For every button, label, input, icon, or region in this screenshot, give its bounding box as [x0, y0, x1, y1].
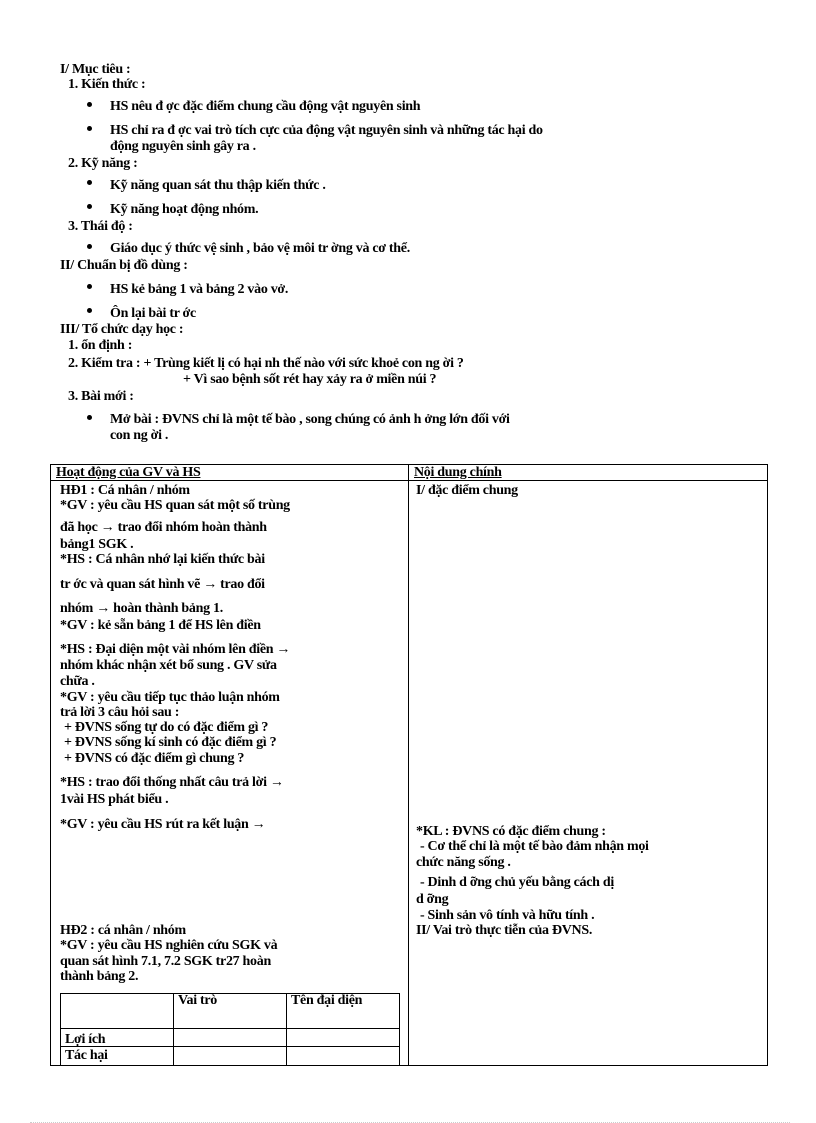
check-question-2: + Vì sao bệnh sốt rét hay xảy ra ở miền núi ?	[183, 372, 437, 387]
column-divider	[408, 464, 409, 1066]
heading-knowledge: 1. Kiến thức :	[68, 77, 146, 92]
activity-line: nhóm → hoàn thành bảng 1.	[60, 601, 223, 616]
activity-line: *HS : trao đổi thống nhất câu trả lời →	[60, 775, 284, 790]
bullet-icon	[87, 180, 92, 185]
activity-line: *GV : yêu cầu HS quan sát một số trùng	[60, 498, 290, 513]
role-table-header: Vai trò	[174, 994, 287, 1029]
activity-line: *HS : Đại diện một vài nhóm lên điền →	[60, 642, 291, 657]
role-table-header: Tên đại diện	[287, 994, 400, 1029]
intro-text-1: Mở bài : ĐVNS chỉ là một tế bào , song chúng có ảnh h ởng lớn đối với	[110, 412, 510, 427]
activity-line: + ĐVNS sống kí sinh có đặc điểm gì ?	[64, 735, 277, 750]
heading-stabilize: 1. ổn định :	[68, 338, 133, 353]
activity-line: *GV : yêu cầu tiếp tục thảo luận nhóm	[60, 690, 280, 705]
bullet-icon	[87, 308, 92, 313]
bullet-icon	[87, 204, 92, 209]
knowledge-item-1: HS nêu đ ợc đặc điểm chung cầu động vật nguyên sinh	[110, 99, 421, 114]
prep-item-2: Ôn lại bài tr ớc	[110, 306, 196, 321]
activity-line: + ĐVNS sống tự do có đặc điểm gì ?	[64, 720, 269, 735]
heading-objectives: I/ Mục tiêu :	[60, 62, 131, 77]
knowledge-item-2-cont: động nguyên sinh gây ra .	[110, 139, 256, 154]
activity-line: 1vài HS phát biểu .	[60, 792, 169, 807]
activity-line: đã học → trao đổi nhóm hoàn thành	[60, 520, 267, 535]
heading-preparation: II/ Chuẩn bị đồ dùng :	[60, 258, 188, 273]
bullet-icon	[87, 126, 92, 131]
activity-line: *GV : yêu cầu HS rút ra kết luận →	[60, 817, 266, 832]
activity-line: + ĐVNS có đặc điểm gì chung ?	[64, 751, 245, 766]
activity-line: HĐ1 : Cá nhân / nhóm	[60, 483, 190, 498]
activity-line: *HS : Cá nhân nhớ lại kiến thức bài	[60, 552, 265, 567]
activity-line: trả lời 3 câu hỏi sau :	[60, 705, 180, 720]
heading-organization: III/ Tổ chức dạy học :	[60, 322, 184, 337]
check-question-1: 2. Kiểm tra : + Trùng kiết lị có hại nh thế nào với sức khoẻ con ng ời ?	[68, 356, 464, 371]
activity-line: HĐ2 : cá nhân / nhóm	[60, 923, 186, 938]
header-divider	[50, 480, 768, 481]
content-line: - Sinh sản vô tính và hữu tính .	[420, 908, 595, 923]
bullet-icon	[87, 102, 92, 107]
bullet-icon	[87, 244, 92, 249]
activity-line: tr ớc và quan sát hình vẽ → trao đổi	[60, 577, 265, 592]
content-line: - Dinh d ỡng chủ yếu bằng cách dị	[420, 875, 614, 890]
bullet-icon	[87, 284, 92, 289]
role-table	[60, 993, 400, 1066]
bullet-icon	[87, 415, 92, 420]
heading-attitude: 3. Thái độ :	[68, 219, 133, 234]
content-line: chức năng sống .	[416, 855, 511, 870]
intro-text-2: con ng ời .	[110, 428, 169, 443]
activity-line: *GV : yêu cầu HS nghiên cứu SGK và	[60, 938, 278, 953]
skills-item-2: Kỹ năng hoạt động nhóm.	[110, 202, 259, 217]
content-line: d ỡng	[416, 892, 449, 907]
activity-line: nhóm khác nhận xét bổ sung . GV sửa	[60, 658, 277, 673]
role-table-row-label: Lợi ích	[61, 1028, 174, 1047]
knowledge-item-2: HS chỉ ra đ ợc vai trò tích cực của động vật nguyên sinh và những tác hại do	[110, 123, 543, 138]
content-line: *KL : ĐVNS có đặc điểm chung :	[416, 824, 606, 839]
role-table-cell	[174, 1028, 287, 1047]
role-table-corner	[61, 994, 174, 1029]
heading-new-lesson: 3. Bài mới :	[68, 389, 134, 404]
prep-item-1: HS kẻ bảng 1 và bảng 2 vào vở.	[110, 282, 289, 297]
table-header-content: Nội dung chính	[414, 465, 502, 480]
heading-skills: 2. Kỹ năng :	[68, 156, 138, 171]
role-table-cell	[174, 1047, 287, 1066]
attitude-item-1: Giáo dục ý thức vệ sinh , bảo vệ môi tr ờng và cơ thể.	[110, 241, 410, 256]
table-header-activities: Hoạt động của GV và HS	[56, 465, 201, 480]
role-table-cell	[287, 1028, 400, 1047]
content-line: - Cơ thể chỉ là một tế bào đảm nhận mọi	[420, 839, 649, 854]
skills-item-1: Kỹ năng quan sát thu thập kiến thức .	[110, 178, 326, 193]
activity-line: thành bảng 2.	[60, 969, 139, 984]
content-line: II/ Vai trò thực tiễn của ĐVNS.	[416, 923, 593, 938]
content-line: I/ đặc điểm chung	[416, 483, 518, 498]
role-table-cell	[287, 1047, 400, 1066]
activity-line: chữa .	[60, 674, 95, 689]
activity-line: quan sát hình 7.1, 7.2 SGK tr27 hoàn	[60, 954, 271, 969]
activity-line: bảng1 SGK .	[60, 537, 134, 552]
activity-line: *GV : kẻ sẵn bảng 1 để HS lên điền	[60, 618, 261, 633]
role-table-row-label: Tác hại	[61, 1047, 174, 1066]
